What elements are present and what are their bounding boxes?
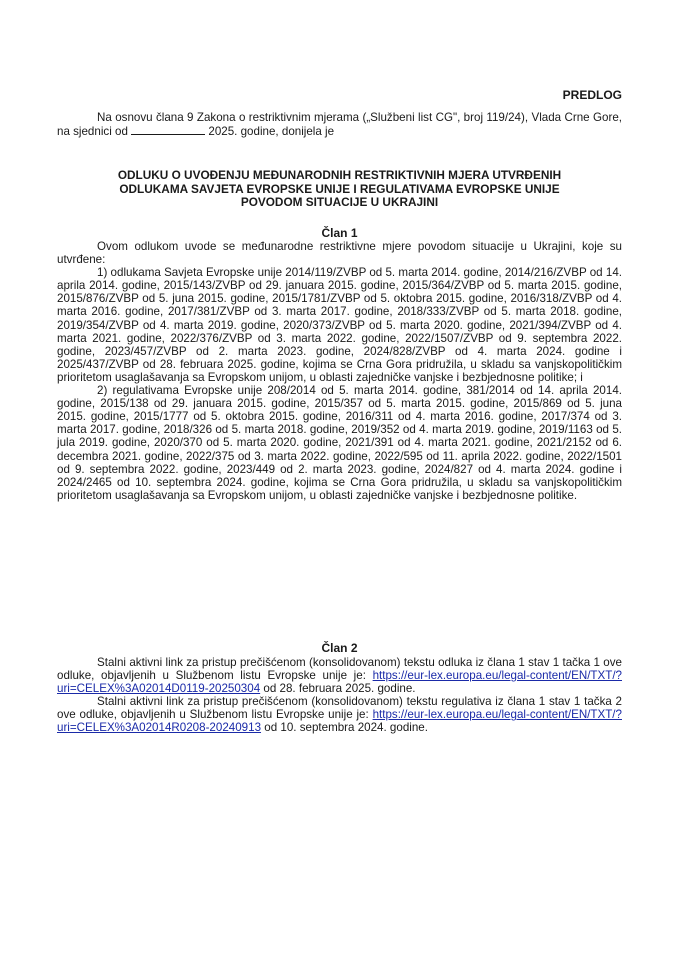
article-2-heading: Član 2 <box>321 641 358 655</box>
document-title <box>57 169 622 210</box>
article-1-heading: Član 1 <box>321 226 358 240</box>
article-2-para-1-tail: od 28. februara 2025. godine. <box>263 682 416 696</box>
article-1-item-2: 2) regulativama Evropske unije 208/2014 od 5. marta 2014. godine, 381/2014 od 14. aprila 2014. godine, 2015/138 od 29. januara 2015. godine, 2015/357 od 5. marta 2015. godine, 2015/869 od 5. juna 2015. godine, 2015/1777 od 5. oktobra 2015. godine, 2016/311 od 4. marta 2016. godine, 2017/374 od 3. marta 2017. godine, 2018/326 od 5. marta 2018. godine, 2019/352 od 4. marta 2019. godine, 2019/1163 od 5. jula 2019. godine, 2020/370 od 5. marta 2020. godine, 2021/391 od 4. marta 2021. godine, 2021/2152 od 6. decembra 2021. godine, 2022/375 od 3. marta 2022. godine, 2022/595 od 11. aprila 2022. godine, 2022/1501 od 9. septembra 2022. godine, 2023/449 od 2. marta 2023. godine, 2024/827 od 4. marta 2024. godine i 2024/2465 od 10. septembra 2024. godine, kojima se Crna Gora pridružila, u skladu sa vanjskopolitičkim prioritetom usaglašavanja sa Evropskom unijom, u oblasti zajedničke vanjske i bezbjednosne politike. <box>57 384 622 502</box>
article-2-para-1 <box>57 656 622 695</box>
article-1-body <box>57 240 622 502</box>
article-2-para-2-text: Stalni aktivni link za pristup prečišćenom (konsolidovanom) tekstu regulativa iz člana 1 stav 1 tačka 2 ove odluke, objavljenih u Službenom listu Evropske unije je: <box>57 695 622 722</box>
preamble-text: Na osnovu člana 9 Zakona o restriktivnim mjerama („Službeni list CG", broj 119/24), Vlada Crne Gore, na sjednici od <box>57 111 622 139</box>
title-line-1: ODLUKU O UVOĐENJU MEĐUNARODNIH RESTRIKTIVNIH MJERA UTVRĐENIH <box>117 168 562 182</box>
date-blank <box>131 124 205 135</box>
article-2-body <box>57 656 622 735</box>
title-line-2: ODLUKAMA SAVJETA EVROPSKE UNIJE I REGULATIVAMA EVROPSKE UNIJE <box>119 181 560 196</box>
preamble-text-end: 2025. godine, donijela je <box>208 125 335 139</box>
article-2-para-2-tail: od 10. septembra 2024. godine. <box>264 721 428 735</box>
draft-label: PREDLOG <box>562 88 622 102</box>
article-2-para-2 <box>57 695 622 734</box>
article-1-item-1: 1) odlukama Savjeta Evropske unije 2014/119/ZVBP od 5. marta 2014. godine, 2014/216/ZVBP od 14. aprila 2014. godine, 2015/143/ZVBP od 29. januara 2015. godine, 2015/364/ZVBP od 5. marta 2015. godine, 2015/876/ZVBP od 5. juna 2015. godine, 2015/1781/ZVBP od 5. oktobra 2015. godine, 2016/318/ZVBP od 4. marta 2016. godine, 2017/381/ZVBP od 3. marta 2017. godine, 2018/333/ZVBP od 5. marta 2018. godine, 2019/354/ZVBP od 4. marta 2019. godine, 2020/373/ZVBP od 5. marta 2020. godine, 2021/394/ZVBP od 4. marta 2021. godine, 2022/376/ZVBP od 3. marta 2022. godine, 2022/1507/ZVBP od 9. septembra 2022. godine, 2023/457/ZVBP od 2. marta 2023. godine, 2024/828/ZVBP od 4. marta 2024. godine i 2025/437/ZVBP od 28. februara 2025. godine, kojima se Crna Gora pridružila, u skladu sa vanjskopolitičkim prioritetom usaglašavanja sa Evropskom unijom, u oblasti zajedničke vanjske i bezbjednosne politike; i <box>57 266 622 384</box>
eur-lex-decision-link[interactable]: https://eur-lex.europa.eu/legal-content/EN/TXT/?uri=CELEX%3A02014D0119-20250304 <box>57 669 622 696</box>
eur-lex-regulation-link[interactable]: https://eur-lex.europa.eu/legal-content/EN/TXT/?uri=CELEX%3A02014R0208-20240913 <box>57 708 622 735</box>
article-2-para-1-text: Stalni aktivni link za pristup prečišćenom (konsolidovanom) tekstu odluka iz člana 1 stav 1 tačka 1 ove odluke, objavljenih u Službenom listu Evropske unije je: <box>57 656 622 683</box>
article-1-intro: Ovom odlukom uvode se međunarodne restriktivne mjere povodom situacije u Ukrajini, koje su utvrđene: <box>57 240 622 267</box>
preamble <box>57 111 622 138</box>
title-line-3: POVODOM SITUACIJE U UKRAJINI <box>240 195 439 209</box>
